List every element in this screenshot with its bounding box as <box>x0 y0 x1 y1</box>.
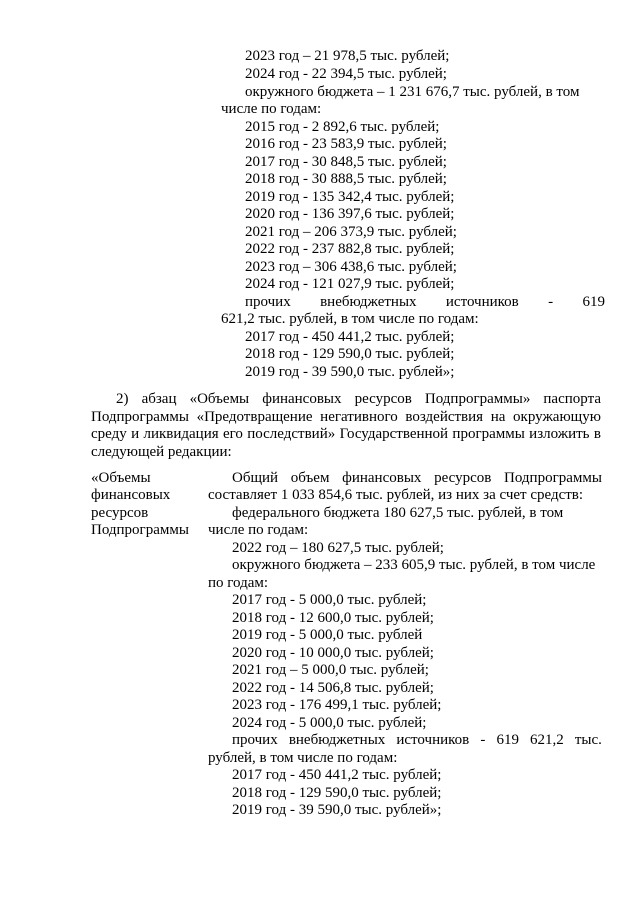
word: 621,2 <box>530 732 564 748</box>
word: внебюджетных <box>320 294 417 310</box>
word: ресурсов <box>434 470 492 486</box>
text-line: 2018 год - 30 888,5 тыс. рублей; <box>245 171 447 187</box>
word: - <box>480 732 486 748</box>
text-line: 2024 год - 121 027,9 тыс. рублей; <box>245 276 455 292</box>
word: прочих <box>232 732 278 748</box>
word: объем <box>290 470 330 486</box>
table-text-line: по годам: <box>208 575 269 591</box>
word: и <box>131 426 140 442</box>
table-text-line: 2022 год - 14 506,8 тыс. рублей; <box>232 680 434 696</box>
text-line: 2020 год - 136 397,6 тыс. рублей; <box>245 206 455 222</box>
table-text-line: федерального бюджета 180 627,5 тыс. рублей, в том <box>232 505 564 521</box>
word: воздействия <box>405 409 484 425</box>
table-text-line: 2023 год - 176 499,1 тыс. рублей; <box>232 697 442 713</box>
word: Подпрограммы» <box>424 391 531 407</box>
table-label-line: финансовых <box>91 487 171 503</box>
table-text-line: 2021 год – 5 000,0 тыс. рублей; <box>232 662 429 678</box>
text-line: 2018 год - 129 590,0 тыс. рублей; <box>245 346 455 362</box>
table-text-line: 2018 год - 12 600,0 тыс. рублей; <box>232 610 434 626</box>
word: Общий <box>232 470 279 486</box>
word: программы <box>452 426 525 442</box>
word: финансовых <box>342 470 422 486</box>
word: ресурсов <box>354 391 412 407</box>
text-line: 2024 год - 22 394,5 тыс. рублей; <box>245 66 447 82</box>
table-text-line: окружного бюджета – 233 605,9 тыс. рублей, в том числе <box>232 557 596 573</box>
text-line-justified <box>245 294 605 311</box>
word: на <box>490 409 506 425</box>
word: «Предотвращение <box>196 409 313 425</box>
table-text-line: 2018 год - 129 590,0 тыс. рублей; <box>232 785 442 801</box>
table-text-line: 2017 год - 5 000,0 тыс. рублей; <box>232 592 427 608</box>
text-line: 2017 год - 450 441,2 тыс. рублей; <box>245 329 455 345</box>
table-text-line: 2020 год - 10 000,0 тыс. рублей; <box>232 645 434 661</box>
table-label-line: «Объемы <box>91 470 151 486</box>
word: паспорта <box>543 391 601 407</box>
text-line: 2019 год - 135 342,4 тыс. рублей; <box>245 189 455 205</box>
paragraph-line: следующей редакции: <box>91 444 232 460</box>
word: источников <box>396 732 470 748</box>
text-line: окружного бюджета – 1 231 676,7 тыс. рублей, в том <box>245 84 580 100</box>
table-text-line: 2019 год - 5 000,0 тыс. рублей <box>232 627 423 643</box>
text-line: 621,2 тыс. рублей, в том числе по годам: <box>221 311 479 327</box>
word: 2) <box>116 391 129 407</box>
table-text-line: 2022 год – 180 627,5 тыс. рублей; <box>232 540 444 556</box>
word: внебюджетных <box>288 732 386 748</box>
word: «Объемы <box>189 391 250 407</box>
word: ликвидация <box>143 426 219 442</box>
paragraph-line-justified <box>91 409 601 426</box>
word: финансовых <box>262 391 342 407</box>
paragraph-line-justified <box>116 391 601 408</box>
table-text-line: составляет 1 033 854,6 тыс. рублей, из них за счет средств: <box>208 487 584 503</box>
text-line: 2015 год - 2 892,6 тыс. рублей; <box>245 119 440 135</box>
text-line: 2021 год – 206 373,9 тыс. рублей; <box>245 224 457 240</box>
word: Подпрограммы <box>504 470 602 486</box>
word: прочих <box>245 294 291 310</box>
text-line: числе по годам: <box>221 101 322 117</box>
text-line: 2023 год – 306 438,6 тыс. рублей; <box>245 259 457 275</box>
word: источников <box>445 294 519 310</box>
word: абзац <box>141 391 177 407</box>
text-line: 2017 год - 30 848,5 тыс. рублей; <box>245 154 447 170</box>
table-text-line-justified <box>232 470 602 487</box>
text-line: 2019 год - 39 590,0 тыс. рублей»; <box>245 364 455 380</box>
word: - <box>548 294 554 310</box>
text-line: 2022 год - 237 882,8 тыс. рублей; <box>245 241 455 257</box>
table-label-line: ресурсов <box>91 505 149 521</box>
table-text-line: 2024 год - 5 000,0 тыс. рублей; <box>232 715 427 731</box>
word: последствий» <box>247 426 336 442</box>
word: среду <box>91 426 127 442</box>
word: его <box>222 426 243 442</box>
paragraph-line-justified <box>91 426 601 443</box>
word: негативного <box>320 409 398 425</box>
table-text-line: числе по годам: <box>208 522 309 538</box>
word: 619 <box>582 294 605 310</box>
word: изложить <box>529 426 590 442</box>
table-text-line: 2017 год - 450 441,2 тыс. рублей; <box>232 767 442 783</box>
word: Подпрограммы <box>91 409 189 425</box>
table-text-line: 2019 год - 39 590,0 тыс. рублей»; <box>232 802 442 818</box>
word: в <box>593 426 601 442</box>
word: Государственной <box>339 426 449 442</box>
table-text-line-justified <box>232 732 602 749</box>
word: окружающую <box>513 409 601 425</box>
word: тыс. <box>574 732 602 748</box>
table-label-line: Подпрограммы <box>91 522 189 538</box>
text-line: 2016 год - 23 583,9 тыс. рублей; <box>245 136 447 152</box>
word: 619 <box>496 732 519 748</box>
table-text-line: рублей, в том числе по годам: <box>208 750 398 766</box>
text-line: 2023 год – 21 978,5 тыс. рублей; <box>245 48 450 64</box>
